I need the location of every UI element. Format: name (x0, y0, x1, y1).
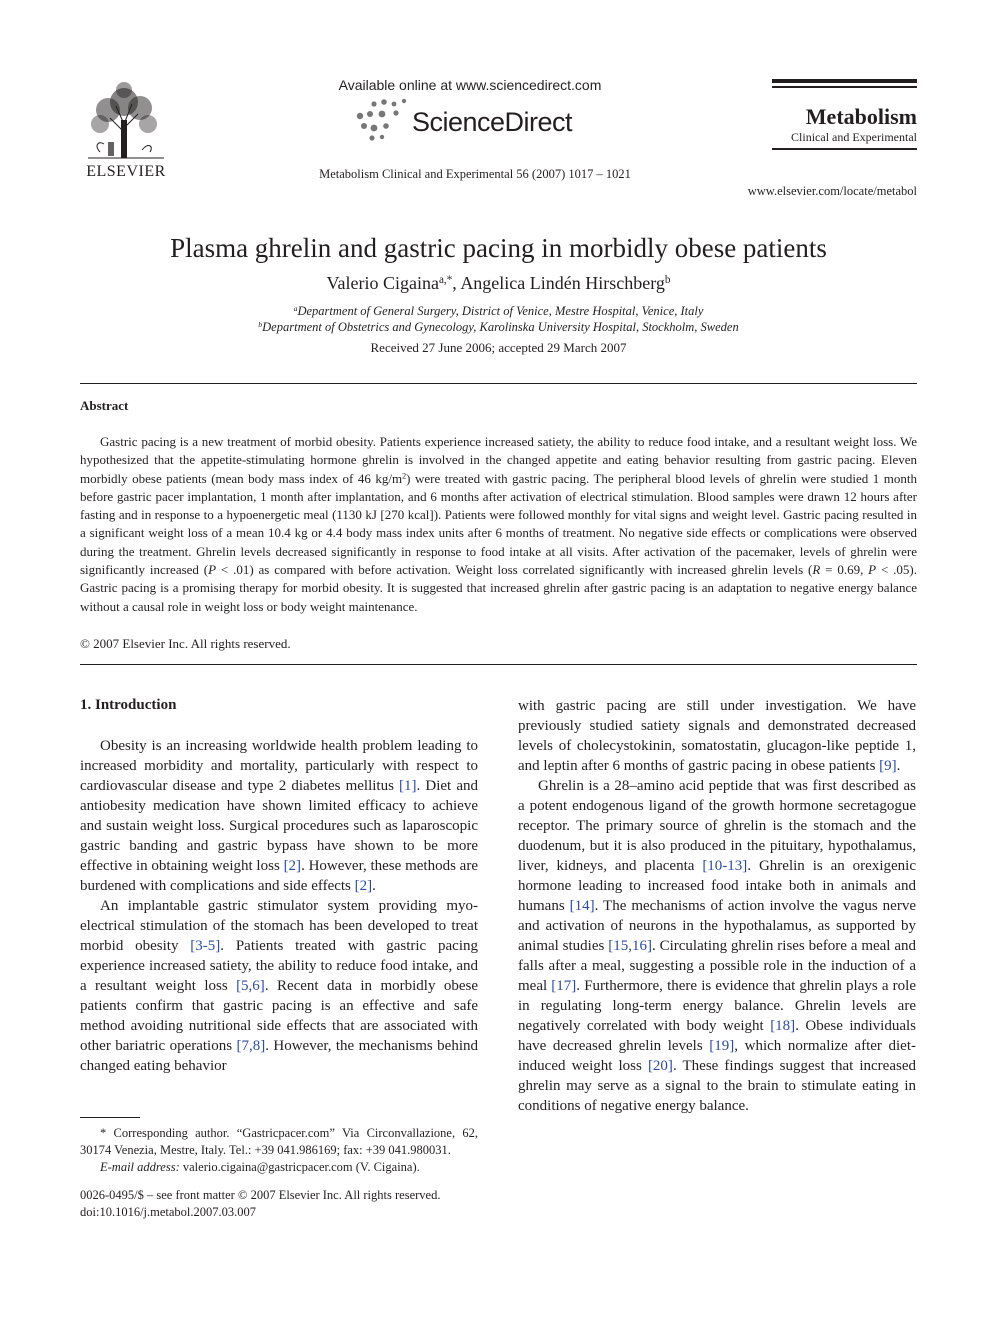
section-divider (80, 383, 917, 384)
body-paragraph (518, 776, 916, 1116)
text: , which normalize after diet-induced weight loss (518, 1038, 916, 1074)
section-divider (80, 664, 917, 665)
text: . Ghrelin is an orexigenic hormone leading to increased food intake both in animals and humans (518, 858, 916, 914)
stat-symbol: P (208, 562, 217, 578)
author-name[interactable]: Angelica Lindén Hirschberg (460, 273, 665, 293)
reference-link[interactable]: [7,8] (236, 1038, 266, 1054)
reference-link[interactable]: [14] (569, 898, 595, 914)
abstract-segment: < .05). Gastric pacing is a promising therapy for morbid obesity. It is suggested that increased ghrelin after gastric pacing is an adaptation to negative energy balance without a causal role in weight loss or body weight maintenance. (80, 562, 917, 614)
reference-link[interactable]: [3-5] (190, 938, 221, 954)
text: with gastric pacing are still under investigation. We have previously studied satiety signals and demonstrated decreased levels of cholecystokinin, somatostatin, glucagon-like peptide 1, and leptin after 6 months of gastric pacing in obese patients (518, 698, 916, 774)
email-address[interactable]: valerio.cigaina@gastricpacer.com (V. Cigaina). (179, 1160, 420, 1174)
reference-link[interactable]: [18] (770, 1018, 796, 1034)
text: . Recent data in morbidly obese patients confirm that gastric pacing is an effective and safe method avoiding nutritional side effects that are associated with other bariatric operations (80, 978, 478, 1054)
body-column-left (80, 736, 478, 1076)
stat-symbol: R (812, 562, 821, 578)
text: . (372, 878, 376, 894)
reference-link[interactable]: [2] (354, 878, 373, 894)
text: An implantable gastric stimulator system providing myo-electrical stimulation of the stomach has been developed to treat morbid obesity (80, 898, 478, 954)
received-dates: Received 27 June 2006; accepted 29 March 2007 (370, 340, 627, 355)
journal-logo-rule (772, 148, 917, 150)
author-name[interactable]: Valerio Cigaina (326, 273, 439, 293)
reference-link[interactable]: [17] (551, 978, 577, 994)
affiliation-text: Department of General Surgery, District of Venice, Mestre Hospital, Venice, Italy (297, 304, 704, 318)
author-affiliation-mark: a, (438, 273, 447, 286)
email-note (80, 1159, 478, 1176)
journal-logo-rule (772, 86, 917, 88)
issn-line: 0026-0495/$ – see front matter © 2007 Elsevier Inc. All rights reserved. (80, 1188, 441, 1202)
author-affiliation-mark: b (664, 273, 671, 286)
issn-block (80, 1187, 478, 1221)
abstract-segment: ) were treated with gastric pacing. The peripheral blood levels of ghrelin were studied 1 month before gastric pacer implantation, 1 month after implantation, and 6 months after activation of electrical stimulation. Blood samples were drawn 12 hours after fasting and in response to a hypoenergetic meal (1130 kJ [270 kcal]). Patients were followed monthly for vital signs and weight level. Gastric pacing resulted in a significant weight loss of a mean 10.4 kg or 4.4 body mass index units after 6 months of treatment. No negative side effects or complications were observed during the treatment. Ghrelin levels decreased significantly in response to food intake at all visits. After activation of the pacemaker, levels of ghrelin were significantly increased ( (80, 470, 917, 578)
text: . Circulating ghrelin rises before a meal and falls after a meal, suggesting a possible role in the induction of a meal (518, 938, 916, 994)
corresponding-author-mark[interactable]: * (446, 273, 453, 286)
doi-line[interactable]: doi:10.1016/j.metabol.2007.03.007 (80, 1205, 257, 1219)
text: . The mechanisms of action involve the vagus nerve and activation of neurons in the hypothalamus, as supported by animal studies (518, 898, 916, 954)
footnote (80, 1125, 478, 1176)
text: Ghrelin is a 28–amino acid peptide that was first described as a potent endogenous ligand of the growth hormone secretagogue receptor. The primary source of ghrelin is the stomach and the duodenum, but it is also produced in the pituitary, hypothalamus, liver, kidneys, and placenta (518, 778, 916, 874)
author-list (80, 273, 917, 294)
journal-logo-rule (772, 79, 917, 83)
text: . Obese individuals have decreased ghrelin levels (518, 1018, 916, 1054)
abstract-segment: = 0.69, (820, 562, 869, 578)
section-heading: 1. Introduction (80, 697, 177, 713)
body-column-right (518, 696, 916, 1116)
abstract-segment: Gastric pacing is a new treatment of morbid obesity. Patients experience increased satiety, the ability to reduce food intake, and a resultant weight loss. We hypothesized that the appetite-stimulating hormone ghrelin is involved in the changed appetite and eating behavior resulting from gastric pacing. Eleven morbidly obese patients (mean body mass index of 46 kg/m (80, 434, 917, 486)
body-paragraph (80, 736, 478, 896)
text: . However, the mechanisms behind changed eating behavior (80, 1038, 478, 1074)
author-separator: , (452, 273, 461, 293)
journal-url-link[interactable]: www.elsevier.com/locate/metabol (747, 184, 917, 198)
affiliation-text: Department of Obstetrics and Gynecology, Karolinska University Hospital, Stockholm, Sweden (262, 320, 739, 334)
affiliation (80, 304, 917, 319)
text: . Furthermore, there is evidence that ghrelin plays a role in regulating long-term energy balance. Ghrelin levels are negatively correlated with body weight (518, 978, 916, 1034)
body-paragraph (518, 696, 916, 776)
text: . These findings suggest that increased ghrelin may serve as a signal to the brain to stimulate eating in conditions of negative energy balance. (518, 1058, 916, 1114)
reference-link[interactable]: [1] (399, 778, 417, 794)
available-online-text[interactable]: Available online at www.sciencedirect.com (338, 77, 602, 93)
body-paragraph (80, 896, 478, 1076)
stat-symbol: P (868, 562, 877, 578)
affiliation-mark: a (293, 303, 298, 313)
journal-logo-subtitle: Clinical and Experimental (791, 130, 917, 144)
affiliation (80, 320, 917, 335)
reference-link[interactable]: [2] (283, 858, 302, 874)
superscript: 2 (402, 471, 407, 481)
journal-logo-title: Metabolism (805, 104, 917, 129)
affiliation-mark: b (258, 319, 263, 329)
reference-link[interactable]: [5,6] (236, 978, 265, 994)
reference-link[interactable]: [19] (709, 1038, 735, 1054)
sciencedirect-wordmark[interactable]: ScienceDirect (412, 107, 573, 137)
journal-citation: Metabolism Clinical and Experimental 56 (2007) 1017 – 1021 (319, 167, 631, 181)
publisher-name: ELSEVIER (86, 163, 166, 180)
copyright-line: © 2007 Elsevier Inc. All rights reserved. (80, 636, 291, 651)
reference-link[interactable]: [10-13] (702, 858, 748, 874)
text: Obesity is an increasing worldwide health problem leading to increased morbidity and mortality, particularly with respect to cardiovascular disease and type 2 diabetes mellitus (80, 738, 478, 794)
reference-link[interactable]: [20] (647, 1058, 673, 1074)
email-label: E-mail address: (100, 1160, 180, 1174)
text: . (896, 758, 901, 774)
abstract-segment: < .01) as compared with before activation. Weight loss correlated significantly with increased ghrelin levels ( (216, 562, 813, 578)
reference-link[interactable]: [9] (879, 758, 897, 774)
reference-link[interactable]: [15,16] (608, 938, 652, 954)
corresponding-author-note: * Corresponding author. “Gastricpacer.com” Via Circonvallazione, 62, 30174 Venezia, Mestre, Italy. Tel.: +39 041.986169; fax: +39 041.980031. (80, 1126, 478, 1157)
text: . Patients treated with gastric pacing experience increased satiety, the ability to reduce food intake, and a resultant weight loss (80, 938, 478, 994)
footnote-rule (80, 1117, 140, 1118)
text: . However, these methods are burdened with complications and side effects (80, 858, 478, 894)
abstract-text (80, 433, 917, 616)
article-title: Plasma ghrelin and gastric pacing in morbidly obese patients (170, 233, 827, 263)
text: . Diet and antiobesity medication have shown limited efficacy to achieve and sustain weight loss. Surgical procedures such as laparoscopic gastric banding and gastric bypass have shown to be more effective in obtaining weight loss (80, 778, 478, 874)
abstract-heading: Abstract (80, 398, 129, 413)
